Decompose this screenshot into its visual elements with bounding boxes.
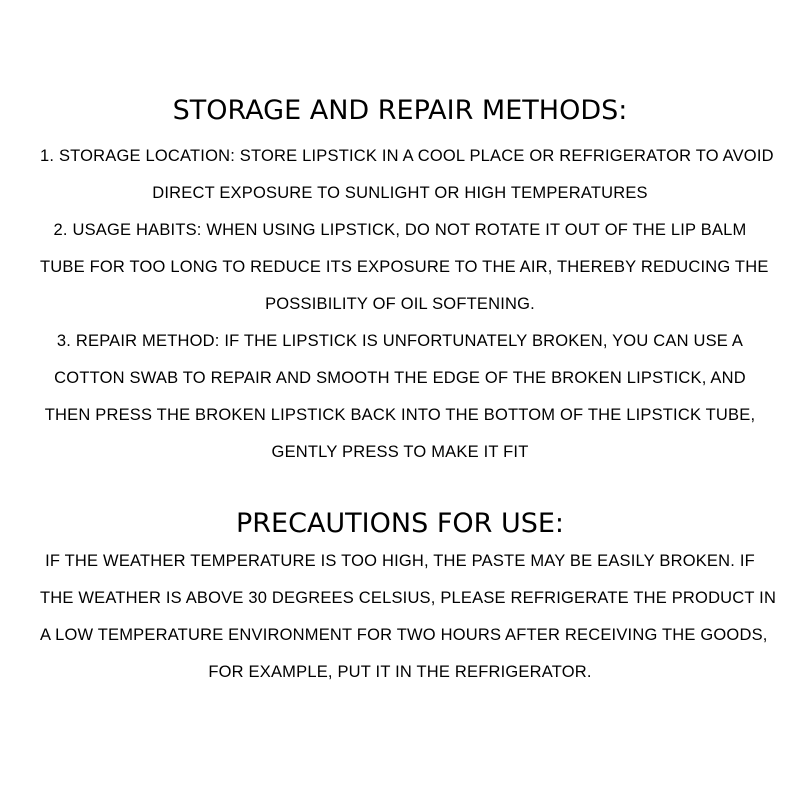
precautions-line: THE WEATHER IS ABOVE 30 DEGREES CELSIUS, PLEASE REFRIGERATE THE PRODUCT IN	[40, 589, 777, 607]
precautions-section	[40, 505, 777, 691]
storage-line: GENTLY PRESS TO MAKE IT FIT	[271, 443, 529, 461]
storage-body	[40, 138, 774, 471]
precautions-line: A LOW TEMPERATURE ENVIRONMENT FOR TWO HOURS AFTER RECEIVING THE GOODS,	[40, 626, 768, 644]
storage-line: TUBE FOR TOO LONG TO REDUCE ITS EXPOSURE TO THE AIR, THEREBY REDUCING THE	[40, 258, 769, 276]
precautions-heading: PRECAUTIONS FOR USE:	[236, 508, 564, 539]
precautions-line: FOR EXAMPLE, PUT IT IN THE REFRIGERATOR.	[208, 663, 592, 681]
storage-line: 3. REPAIR METHOD: IF THE LIPSTICK IS UNFORTUNATELY BROKEN, YOU CAN USE A	[56, 332, 744, 350]
storage-line: COTTON SWAB TO REPAIR AND SMOOTH THE EDGE OF THE BROKEN LIPSTICK, AND	[54, 369, 746, 387]
storage-heading: STORAGE AND REPAIR METHODS:	[172, 95, 628, 126]
precautions-body	[40, 543, 777, 691]
storage-line: THEN PRESS THE BROKEN LIPSTICK BACK INTO THE BOTTOM OF THE LIPSTICK TUBE,	[44, 406, 756, 424]
storage-line: 1. STORAGE LOCATION: STORE LIPSTICK IN A COOL PLACE OR REFRIGERATOR TO AVOID	[40, 147, 774, 165]
storage-line: 2. USAGE HABITS: WHEN USING LIPSTICK, DO NOT ROTATE IT OUT OF THE LIP BALM	[53, 221, 747, 239]
storage-line: POSSIBILITY OF OIL SOFTENING.	[265, 295, 535, 313]
storage-section	[40, 92, 774, 471]
storage-line: DIRECT EXPOSURE TO SUNLIGHT OR HIGH TEMPERATURES	[152, 184, 648, 202]
precautions-line: IF THE WEATHER TEMPERATURE IS TOO HIGH, THE PASTE MAY BE EASILY BROKEN. IF	[45, 552, 755, 570]
